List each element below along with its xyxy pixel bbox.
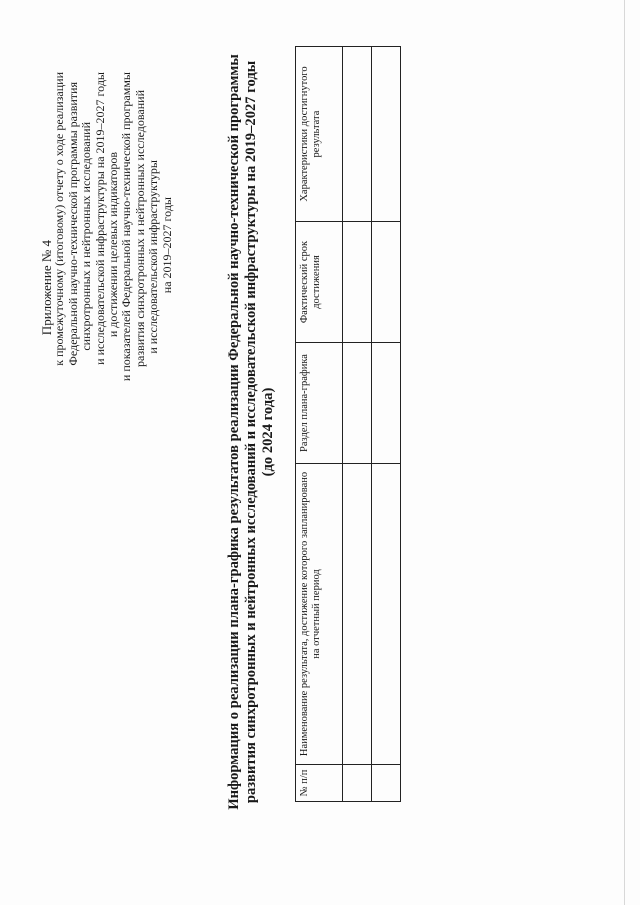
results-table xyxy=(295,46,401,802)
title-line-2: развития синхротронных и нейтронных исследований и исследовательской инфраструктуры на 2019–2027 годы xyxy=(243,60,259,804)
table-cell xyxy=(372,222,401,343)
appendix-number: Приложение № 4 xyxy=(39,240,54,336)
title-line-3: (до 2024 года) xyxy=(260,387,276,477)
table-cell xyxy=(343,464,372,765)
title-line-1: Информация о реализации плана-графика результатов реализации Федеральной научно-технической программы xyxy=(226,54,242,810)
rotated-document xyxy=(20,22,620,882)
header-schedule-section: Раздел плана-графика xyxy=(296,343,343,464)
table-cell xyxy=(343,222,372,343)
appendix-line-6: и показателей Федеральной научно-технической программы xyxy=(119,72,134,382)
header-characteristics: Характеристики достигнутого результата xyxy=(296,47,343,222)
table-cell xyxy=(372,343,401,464)
header-number: № п/п xyxy=(296,765,343,802)
appendix-line-4: и исследовательской инфраструктуры на 2019–2027 годы xyxy=(92,72,107,365)
table-header-row xyxy=(296,47,343,802)
appendix-line-3: синхротронных и нейтронных исследований xyxy=(79,122,94,351)
table-cell xyxy=(372,47,401,222)
header-actual-date: Фактический срок достижения xyxy=(296,222,343,343)
table-cell xyxy=(343,343,372,464)
table-cell xyxy=(372,765,401,802)
scan-edge-mark xyxy=(624,0,625,905)
appendix-line-9: на 2019–2027 годы xyxy=(159,197,174,294)
table-row xyxy=(343,47,372,802)
appendix-line-7: развития синхротронных и нейтронных исследований xyxy=(132,90,147,367)
header-result-name: Наименование результата, достижение которого запланировано на отчетный период xyxy=(296,464,343,765)
table-cell xyxy=(372,464,401,765)
table-cell xyxy=(343,47,372,222)
table-row xyxy=(372,47,401,802)
appendix-line-8: и исследовательской инфраструктуры xyxy=(146,160,161,354)
appendix-line-1: к промежуточному (итоговому) отчету о ходе реализации xyxy=(52,72,67,366)
appendix-header xyxy=(40,72,174,632)
appendix-line-2: Федеральной научно-технической программы развития xyxy=(65,82,80,366)
appendix-line-5: и достижении целевых индикаторов xyxy=(106,152,121,338)
document-title xyxy=(226,22,277,842)
table-cell xyxy=(343,765,372,802)
